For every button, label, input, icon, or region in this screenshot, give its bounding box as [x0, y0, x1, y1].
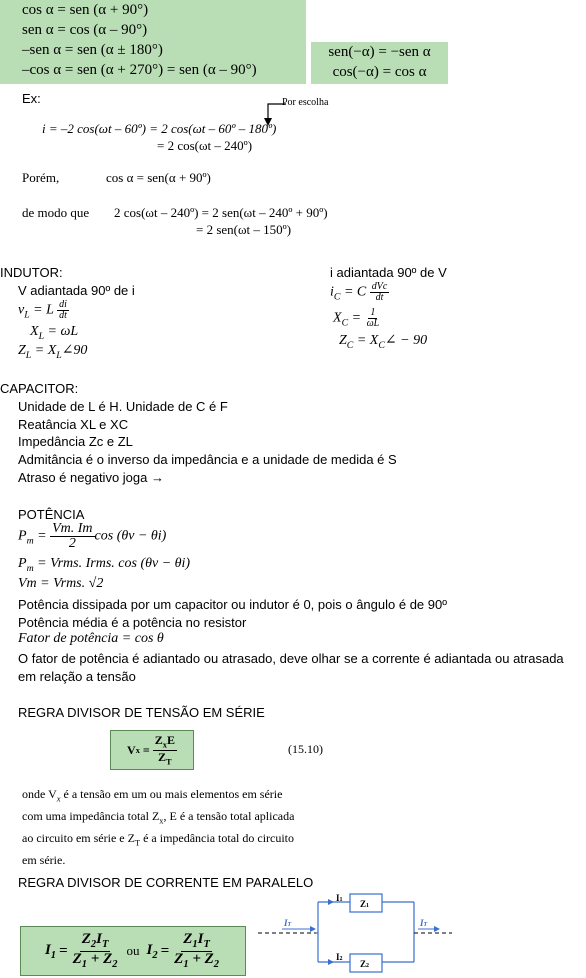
- identity-4: –cos α = sen (α + 270°) = sen (α – 90°): [22, 62, 257, 78]
- indutor-sub: V adiantada 90º de i: [18, 283, 135, 298]
- cap-eq-ic: $i_C = C$ $\frac{\text{dVc}}{dt}$: [330, 281, 388, 303]
- trig-identities-box: [0, 0, 306, 84]
- cap-eq-zc: $Z_C$ = $X_C\angle - 90$: [339, 333, 428, 351]
- parity-identities-box: [311, 42, 448, 84]
- potencia-note: Potência média é a potência no resistor: [18, 614, 247, 630]
- potencia-eq-vm: Vm = Vrms. √2: [18, 576, 104, 591]
- svg-text:I2: I2: [336, 952, 343, 962]
- identity-1: cos α = sen (α + 90°): [22, 2, 149, 18]
- potencia-notes: [18, 596, 447, 631]
- example-line-2: = 2 cos(ωt – 240º): [157, 138, 253, 153]
- cap-right-sub: i adiantada 90º de V: [330, 265, 447, 280]
- svg-text:IT: IT: [420, 918, 428, 928]
- svg-text:IT: IT: [284, 918, 292, 928]
- indutor-eq-xl: $X_L = \omega L$: [30, 324, 79, 342]
- potencia-title: POTÊNCIA: [18, 507, 85, 522]
- divisor-tensao-formula: V x = $\frac{Z_xE}{Z_T}$: [110, 730, 194, 770]
- indutor-eq-vl: $v_L = L$ $\frac{di}{dt}$: [18, 299, 67, 321]
- indutor-title: INDUTOR:: [0, 265, 63, 280]
- parity-cos: cos(−α) = cos α: [332, 64, 427, 80]
- potencia-notes-2: [18, 650, 564, 685]
- indutor-eq-zl: $Z_L$ = $X_L\angle 90$: [18, 343, 88, 361]
- modo-eq-2: = 2 sen(ωt – 150º): [196, 222, 292, 237]
- divisor-tensao-desc: onde $V_x$ é a tensão em um ou mais elementos em série com uma impedância total $Z_x$, E é a tensão total aplicada ao circuito em série e $Z_T$ é a impedância total do circuito em série.: [22, 787, 295, 867]
- porem-eq: cos α = sen(α + 90º): [106, 170, 211, 185]
- fator-potencia: Fator de potência = cos θ: [18, 631, 164, 646]
- identity-2: sen α = cos (α – 90°): [22, 22, 148, 38]
- svg-text:Z2: Z2: [360, 959, 370, 969]
- capacitor-note: Admitância é o inverso da impedância e a unidade de medida é S: [18, 452, 397, 468]
- capacitor-title: CAPACITOR:: [0, 381, 79, 396]
- capacitor-note: Unidade de L é H. Unidade de C é F: [18, 399, 228, 414]
- potencia-note: O fator de potência é adiantado ou atrasado, deve olhar se a corrente é adiantada ou atrasada: [18, 651, 564, 666]
- capacitor-note: Atraso é negativo joga →: [18, 469, 164, 485]
- modo-label: de modo que: [22, 205, 90, 220]
- svg-text:Z1: Z1: [360, 899, 370, 909]
- potencia-note: em relação a tensão: [18, 668, 136, 684]
- potencia-eq-pm-1: $P_m$ = $\frac{Vm. Im}{2}$ cos (θv − θi): [18, 521, 167, 551]
- potencia-eq-pm-2: $P_m$ = Vrms. Irms. cos (θv − θi): [18, 556, 191, 574]
- divisor-corrente-formula: $I_1$ = $\frac{Z_2I_T}{Z_1 + Z_2}$ ou $I_2$ = $\frac{Z_1I_T}{Z_1 + Z_2}$: [20, 926, 246, 976]
- porem-label: Porém,: [22, 170, 60, 185]
- potencia-note: Potência dissipada por um capacitor ou indutor é 0, pois o ângulo é de 90º: [18, 597, 447, 612]
- annotation-text: Por escolha: [282, 97, 329, 108]
- capacitor-note: Impedância Zc e ZL: [18, 434, 133, 450]
- cap-eq-xc: $X_C$ = $\frac{1}{\omega L}$: [333, 307, 380, 329]
- example-line-1: i = –2 cos(ωt – 60º) = 2 cos(ωt – 60º – 180º): [42, 121, 277, 136]
- equation-ref: (15.10): [288, 742, 323, 756]
- parallel-circuit-diagram: [256, 892, 456, 978]
- parity-sin: sen(−α) = −sen α: [328, 44, 431, 60]
- capacitor-notes: [18, 398, 397, 487]
- divisor-tensao-title: REGRA DIVISOR DE TENSÃO EM SÉRIE: [18, 705, 265, 720]
- svg-text:I1: I1: [336, 893, 343, 903]
- modo-eq-1: 2 cos(ωt – 240º) = 2 sen(ωt – 240º + 90º): [114, 205, 328, 220]
- identity-3: –sen α = sen (α ± 180°): [22, 42, 163, 58]
- example-label: Ex:: [22, 91, 41, 106]
- divisor-corrente-title: REGRA DIVISOR DE CORRENTE EM PARALELO: [18, 875, 314, 890]
- capacitor-note: Reatância XL e XC: [18, 416, 129, 432]
